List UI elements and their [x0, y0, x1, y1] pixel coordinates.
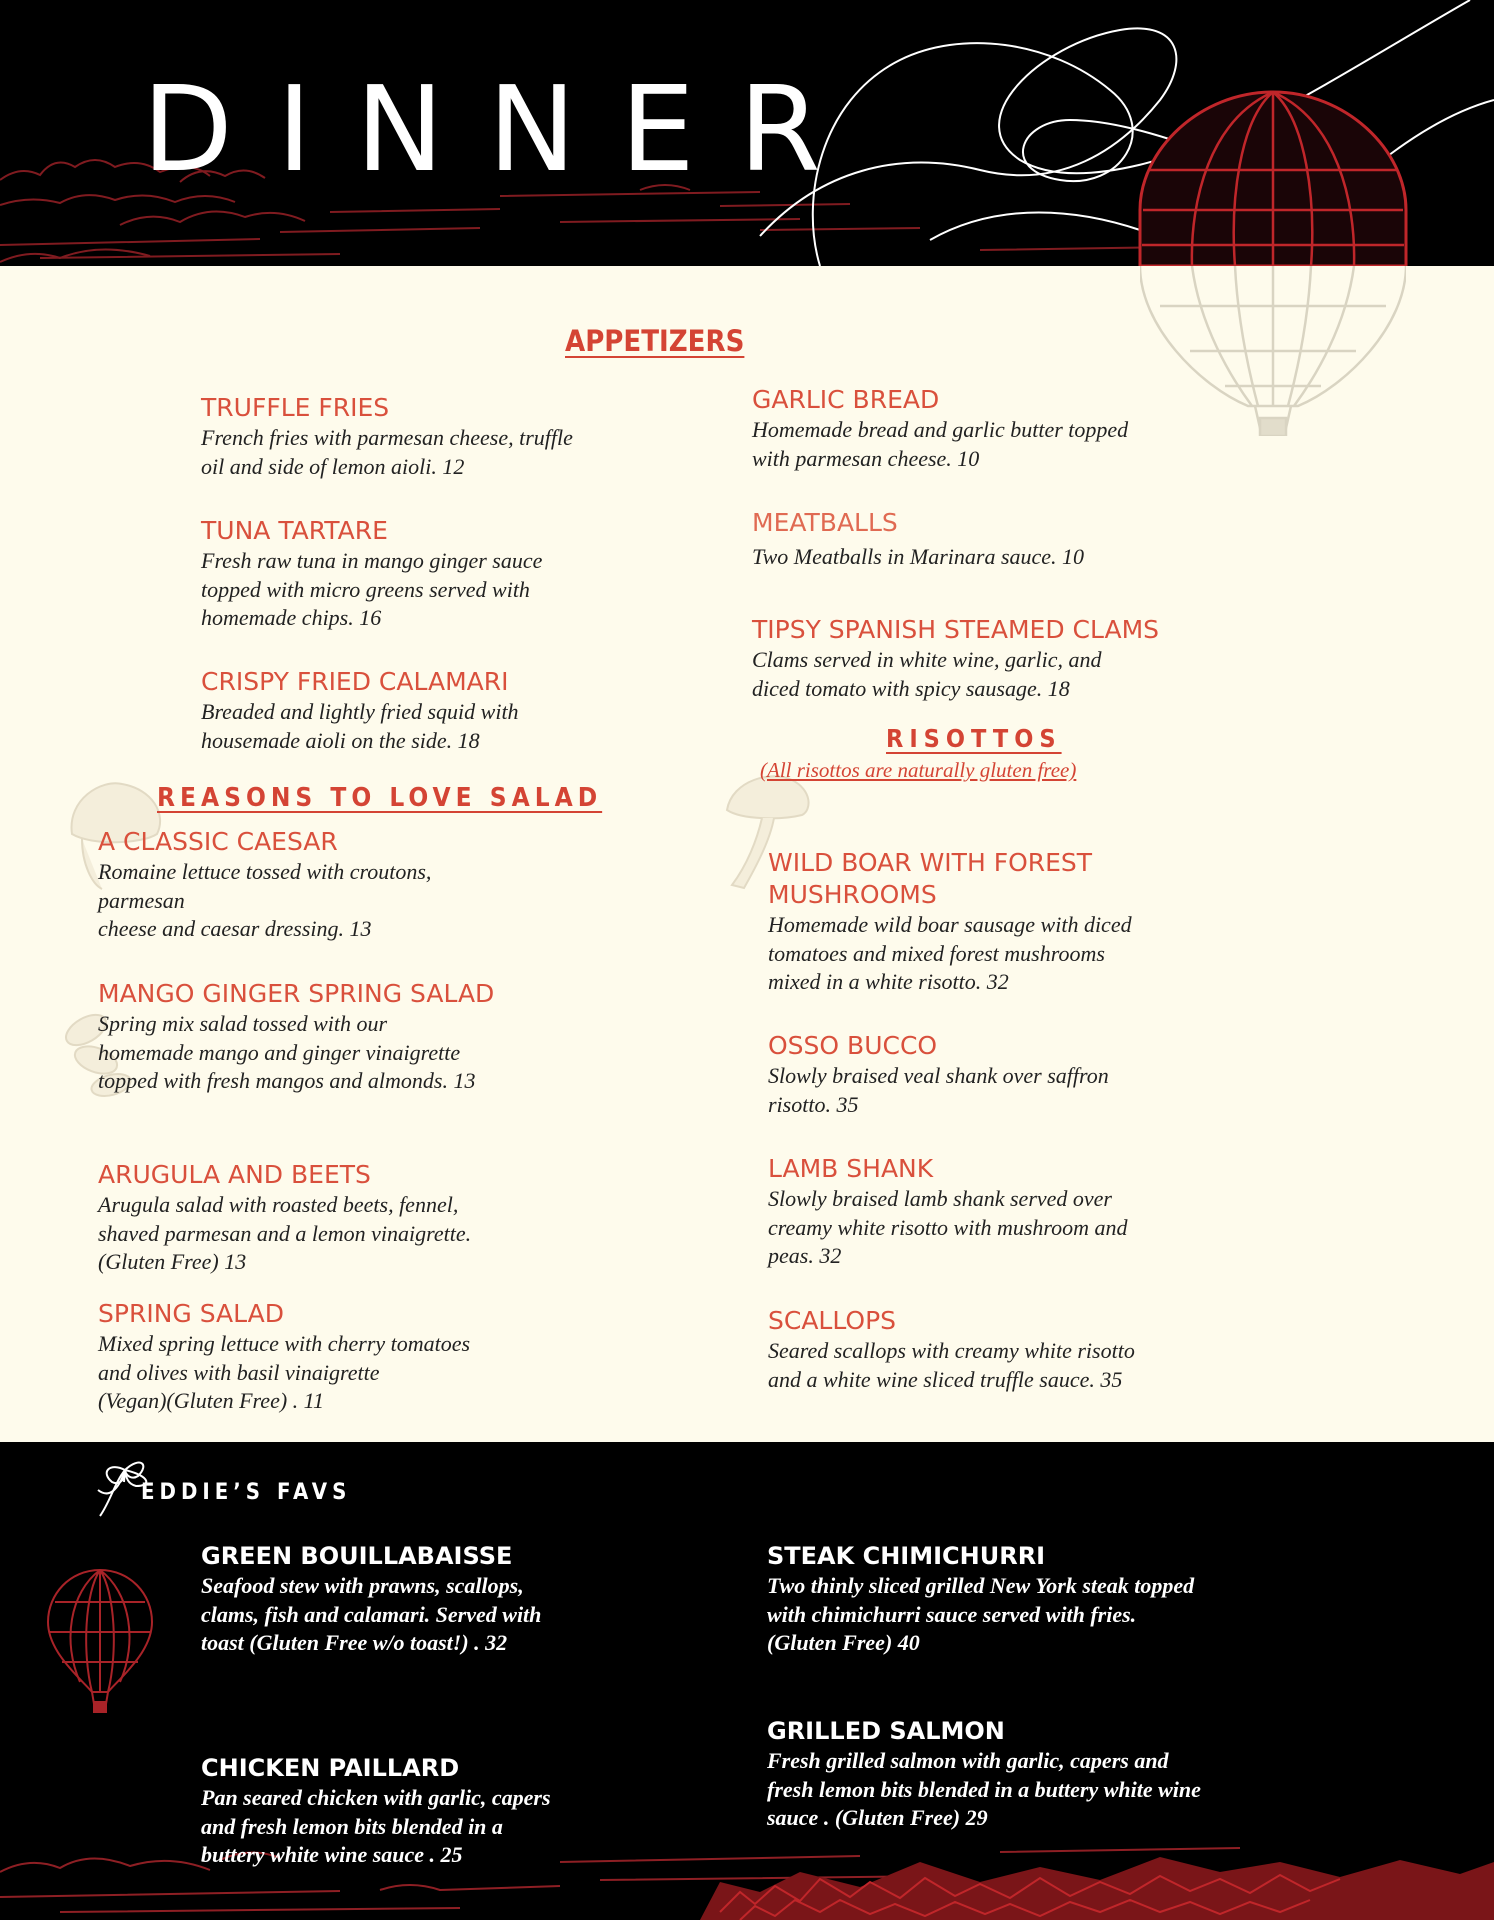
item-name: CHICKEN PAILLARD	[201, 1754, 460, 1782]
risotto-item	[768, 1030, 1188, 1119]
hot-air-balloon-icon	[48, 1570, 152, 1712]
item-description: Seared scallops with creamy white risotto and a white wine sliced truffle sauce. 35	[768, 1338, 1135, 1392]
appetizer-item	[752, 614, 1192, 703]
appetizers-heading: APPETIZERS	[565, 324, 745, 358]
item-name: ARUGULA AND BEETS	[98, 1160, 371, 1189]
fav-item	[201, 1540, 641, 1658]
item-name: TUNA TARTARE	[201, 516, 388, 545]
item-description: Seafood stew with prawns, scallops, clams, fish and calamari. Served with toast (Gluten Free w/o toast!) . 32	[201, 1573, 542, 1655]
risottos-heading: RISOTTOS	[886, 724, 1062, 753]
hot-air-balloon-icon	[1140, 92, 1406, 266]
risottos-note: (All risottos are naturally gluten free)	[760, 758, 1077, 782]
fav-item	[767, 1715, 1327, 1833]
appetizer-item	[201, 515, 641, 633]
salad-heading: REASONS TO LOVE SALAD	[157, 783, 603, 813]
item-description: Two thinly sliced grilled New York steak topped with chimichurri sauce served with fries. (Gluten Free) 40	[767, 1573, 1195, 1655]
salad-item	[98, 978, 558, 1096]
item-description: Pan seared chicken with garlic, capers and fresh lemon bits blended in a buttery white wine sauce . 25	[201, 1785, 551, 1867]
item-name: GARLIC BREAD	[752, 385, 940, 414]
salad-item	[98, 1159, 558, 1277]
item-name: MANGO GINGER SPRING SALAD	[98, 979, 495, 1008]
item-name: WILD BOAR WITH FOREST MUSHROOMS	[768, 848, 1093, 909]
item-name: TIPSY SPANISH STEAMED CLAMS	[752, 615, 1160, 644]
item-name: OSSO BUCCO	[768, 1031, 938, 1060]
item-description: Two Meatballs in Marinara sauce. 10	[752, 544, 1085, 569]
item-name: LAMB SHANK	[768, 1154, 934, 1183]
item-description: Arugula salad with roasted beets, fennel, shaved parmesan and a lemon vinaigrette. (Gluten Free) 13	[98, 1192, 472, 1274]
flower-icon	[98, 1463, 146, 1516]
favs-heading: EDDIE’S FAVS	[141, 1480, 352, 1505]
item-name: GRILLED SALMON	[767, 1717, 1005, 1745]
item-description: Slowly braised veal shank over saffron risotto. 35	[768, 1063, 1109, 1117]
header-band	[0, 0, 1494, 266]
item-description: Slowly braised lamb shank served over creamy white risotto with mushroom and peas. 32	[768, 1186, 1128, 1268]
item-description: Homemade bread and garlic butter topped with parmesan cheese. 10	[752, 417, 1129, 471]
page-title: DINNER	[142, 60, 865, 198]
risotto-item	[768, 1153, 1188, 1271]
item-description: Breaded and lightly fried squid with housemade aioli on the side. 18	[201, 699, 519, 753]
item-description: Fresh grilled salmon with garlic, capers and fresh lemon bits blended in a buttery white wine sauce . (Gluten Free) 29	[767, 1748, 1201, 1830]
item-name: SCALLOPS	[768, 1306, 897, 1335]
risotto-item	[768, 847, 1188, 997]
item-name: A CLASSIC CAESAR	[98, 827, 338, 856]
appetizer-item	[201, 666, 641, 755]
item-description: Mixed spring lettuce with cherry tomatoes and olives with basil vinaigrette (Vegan)(Gluten Free) . 11	[98, 1331, 471, 1413]
salad-item	[98, 826, 558, 944]
risotto-item	[768, 1305, 1188, 1394]
item-name: TRUFFLE FRIES	[201, 393, 390, 422]
favs-band	[0, 1442, 1494, 1920]
item-name: SPRING SALAD	[98, 1299, 284, 1328]
fav-item	[767, 1540, 1327, 1658]
fav-item	[201, 1752, 641, 1870]
appetizer-item	[752, 507, 1192, 572]
item-description: Romaine lettuce tossed with croutons, parmesan cheese and caesar dressing. 13	[98, 859, 432, 941]
item-name: CRISPY FRIED CALAMARI	[201, 667, 509, 696]
item-description: French fries with parmesan cheese, truffle oil and side of lemon aioli. 12	[201, 425, 573, 479]
item-description: Fresh raw tuna in mango ginger sauce topped with micro greens served with homemade chips. 16	[201, 548, 543, 630]
item-name: GREEN BOUILLABAISSE	[201, 1542, 513, 1570]
salad-item	[98, 1298, 558, 1416]
appetizer-item	[201, 392, 641, 481]
appetizer-item	[752, 384, 1192, 473]
item-description: Clams served in white wine, garlic, and diced tomato with spicy sausage. 18	[752, 647, 1102, 701]
item-description: Homemade wild boar sausage with diced tomatoes and mixed forest mushrooms mixed in a white risotto. 32	[768, 912, 1132, 994]
item-description: Spring mix salad tossed with our homemade mango and ginger vinaigrette topped with fresh mangos and almonds. 13	[98, 1011, 476, 1093]
item-name: MEATBALLS	[752, 508, 898, 537]
item-name: STEAK CHIMICHURRI	[767, 1542, 1046, 1570]
